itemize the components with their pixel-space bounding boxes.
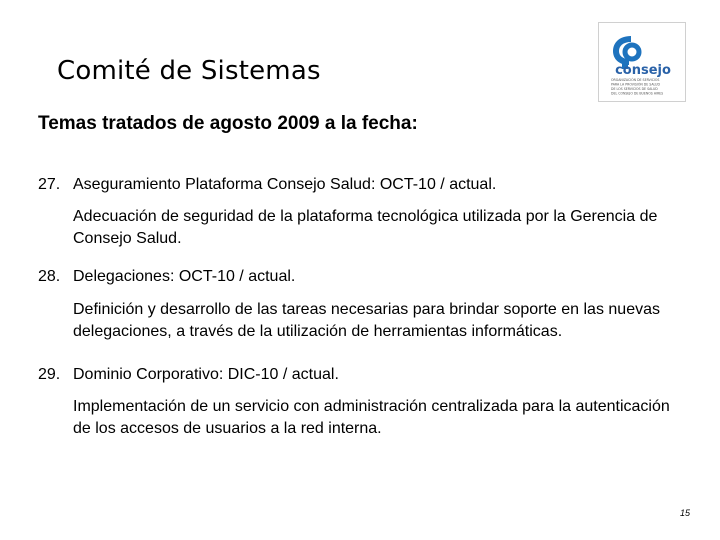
logo-tagline-line-4: DEL CONSEJO DE BUENOS AIRES <box>611 91 664 96</box>
list-item-title: Delegaciones: OCT-10 / actual. <box>73 268 296 285</box>
list-item-heading <box>38 268 295 286</box>
list-item-title: Dominio Corporativo: DIC-10 / actual. <box>73 366 339 383</box>
logo-wordmark: consejo <box>615 63 671 78</box>
consejo-logo <box>598 22 686 102</box>
page-number: 15 <box>680 508 691 518</box>
slide-subtitle: Temas tratados de agosto 2009 a la fecha: <box>38 113 418 134</box>
list-item-description: Adecuación de seguridad de la plataforma tecnológica utilizada por la Gerencia de Consejo Salud. <box>73 208 658 247</box>
list-item-heading <box>38 366 339 384</box>
list-item-number: 29. <box>38 366 61 383</box>
logo-tagline-line-2: PARA LA PROVISIÓN DE SALUD <box>611 82 660 87</box>
consejo-logo-icon <box>599 23 687 103</box>
list-item-number: 27. <box>38 176 61 193</box>
slide-title: Comité de Sistemas <box>57 56 321 86</box>
logo-tagline-line-1: ORGANIZACIÓN DE SERVICIOS <box>611 78 660 82</box>
logo-tagline-line-3: DE LOS SERVICIOS DE SALUD <box>611 87 658 91</box>
list-item-heading <box>38 176 496 194</box>
list-item-description: Implementación de un servicio con administración centralizada para la autenticación de los accesos de usuarios a la red interna. <box>73 398 670 437</box>
list-item-description: Definición y desarrollo de las tareas necesarias para brindar soporte en las nuevas delegaciones, a través de la utilización de herramientas informáticas. <box>73 301 660 340</box>
list-item-number: 28. <box>38 268 61 285</box>
list-item-title: Aseguramiento Plataforma Consejo Salud: OCT-10 / actual. <box>73 176 497 193</box>
